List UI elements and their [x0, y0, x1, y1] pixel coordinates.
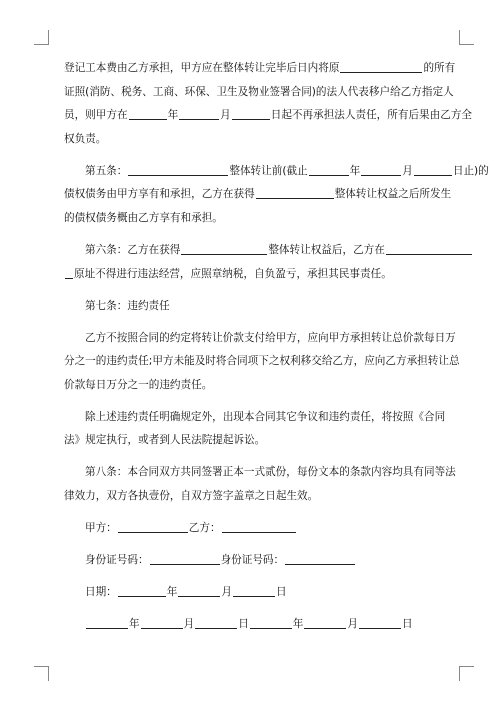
page-corner-mark-bottom-right [459, 666, 474, 681]
page-corner-mark-bottom-left [34, 666, 49, 681]
blank-field[interactable] [181, 244, 267, 255]
party-b-id-field[interactable] [285, 554, 355, 565]
contract-document [64, 62, 489, 642]
paragraph-line: 分之一的违约责任;甲方未能及时将合同项下之权利移交给乙方，应向乙方承担转让总 [64, 355, 460, 368]
blank-field[interactable] [340, 62, 422, 73]
blank-field[interactable] [232, 109, 270, 120]
date-year-field[interactable] [118, 586, 166, 597]
paragraph-line: 的债权债务概由乙方享有和承担。 [64, 211, 223, 224]
paragraph-line: 价款每日万分之一的违约责任。 [64, 378, 213, 391]
blank-field[interactable] [414, 165, 452, 176]
signature-date-line: 日期： 年 月 日 [85, 585, 287, 598]
clause-seven-heading: 第七条：违约责任 [85, 299, 170, 312]
signature-id-line: 身份证号码： 身份证号码： [64, 554, 440, 567]
date-year-field[interactable] [86, 618, 128, 629]
blank-field[interactable] [361, 165, 401, 176]
blank-field[interactable] [256, 188, 334, 199]
date-day-field[interactable] [233, 586, 275, 597]
party-a-field[interactable] [118, 522, 188, 533]
blank-field[interactable] [128, 165, 228, 176]
date-month-field[interactable] [304, 618, 346, 629]
paragraph-line: 乙方不按照合同的约定将转让价款支付给甲方，应向甲方承担转让总价款每日万 [85, 331, 456, 344]
paragraph-line: 原址不得进行违法经营，应照章纳税，自负盈亏，承担其民事责任。 [64, 268, 440, 281]
page-corner-mark-top-right [459, 30, 474, 45]
paragraph-line: 证照(消防、税务、工商、环保、卫生及物业签署合同)的法人代表移户给乙方指定人 [64, 85, 454, 98]
paragraph-line: 权负责。 [64, 132, 107, 145]
paragraph-line: 登记工本费由乙方承担，甲方应在整体转让完毕后日内将原 的所有 [64, 62, 456, 74]
blank-field[interactable] [386, 244, 472, 255]
page-corner-mark-top-left [34, 30, 49, 45]
party-b-field[interactable] [222, 522, 296, 533]
signature-second-date-line: 年 月 日 年 月 日 [64, 618, 440, 631]
date-month-field[interactable] [141, 618, 183, 629]
paragraph-line: 员，则甲方在 年 月 日起不再承担法人责任，所有后果由乙方全 [64, 109, 473, 122]
date-day-field[interactable] [359, 618, 401, 629]
blank-field[interactable] [309, 165, 349, 176]
paragraph-line: 除上述违约责任明确规定外，出现本合同其它争议和违约责任，将按照《合同 [85, 410, 446, 423]
blank-field[interactable] [129, 109, 167, 120]
date-day-field[interactable] [195, 618, 237, 629]
signature-party-line: 甲方： 乙方： [64, 522, 440, 535]
blank-field[interactable] [65, 268, 73, 279]
date-year-field[interactable] [250, 618, 292, 629]
clause-five-line: 第五条： 整体转让前(截止 年 月 日止)的 [85, 164, 489, 177]
date-month-field[interactable] [178, 586, 220, 597]
blank-field[interactable] [179, 109, 219, 120]
clause-six-line: 第六条：乙方在获得 整体转让权益后，乙方在 [64, 244, 440, 257]
party-a-id-field[interactable] [150, 554, 220, 565]
paragraph-line: 律效力，双方各执壹份，自双方签字盖章之日起生效。 [64, 489, 319, 502]
paragraph-line: 债权债务由甲方享有和承担，乙方在获得 整体转让权益之后所发生 [64, 188, 452, 201]
clause-eight-line: 第八条：本合同双方共同签署正本一式贰份，每份文本的条款内容均具有同等法 [85, 466, 456, 479]
paragraph-line: 法》规定执行，或者到人民法院提起诉讼。 [64, 434, 266, 447]
